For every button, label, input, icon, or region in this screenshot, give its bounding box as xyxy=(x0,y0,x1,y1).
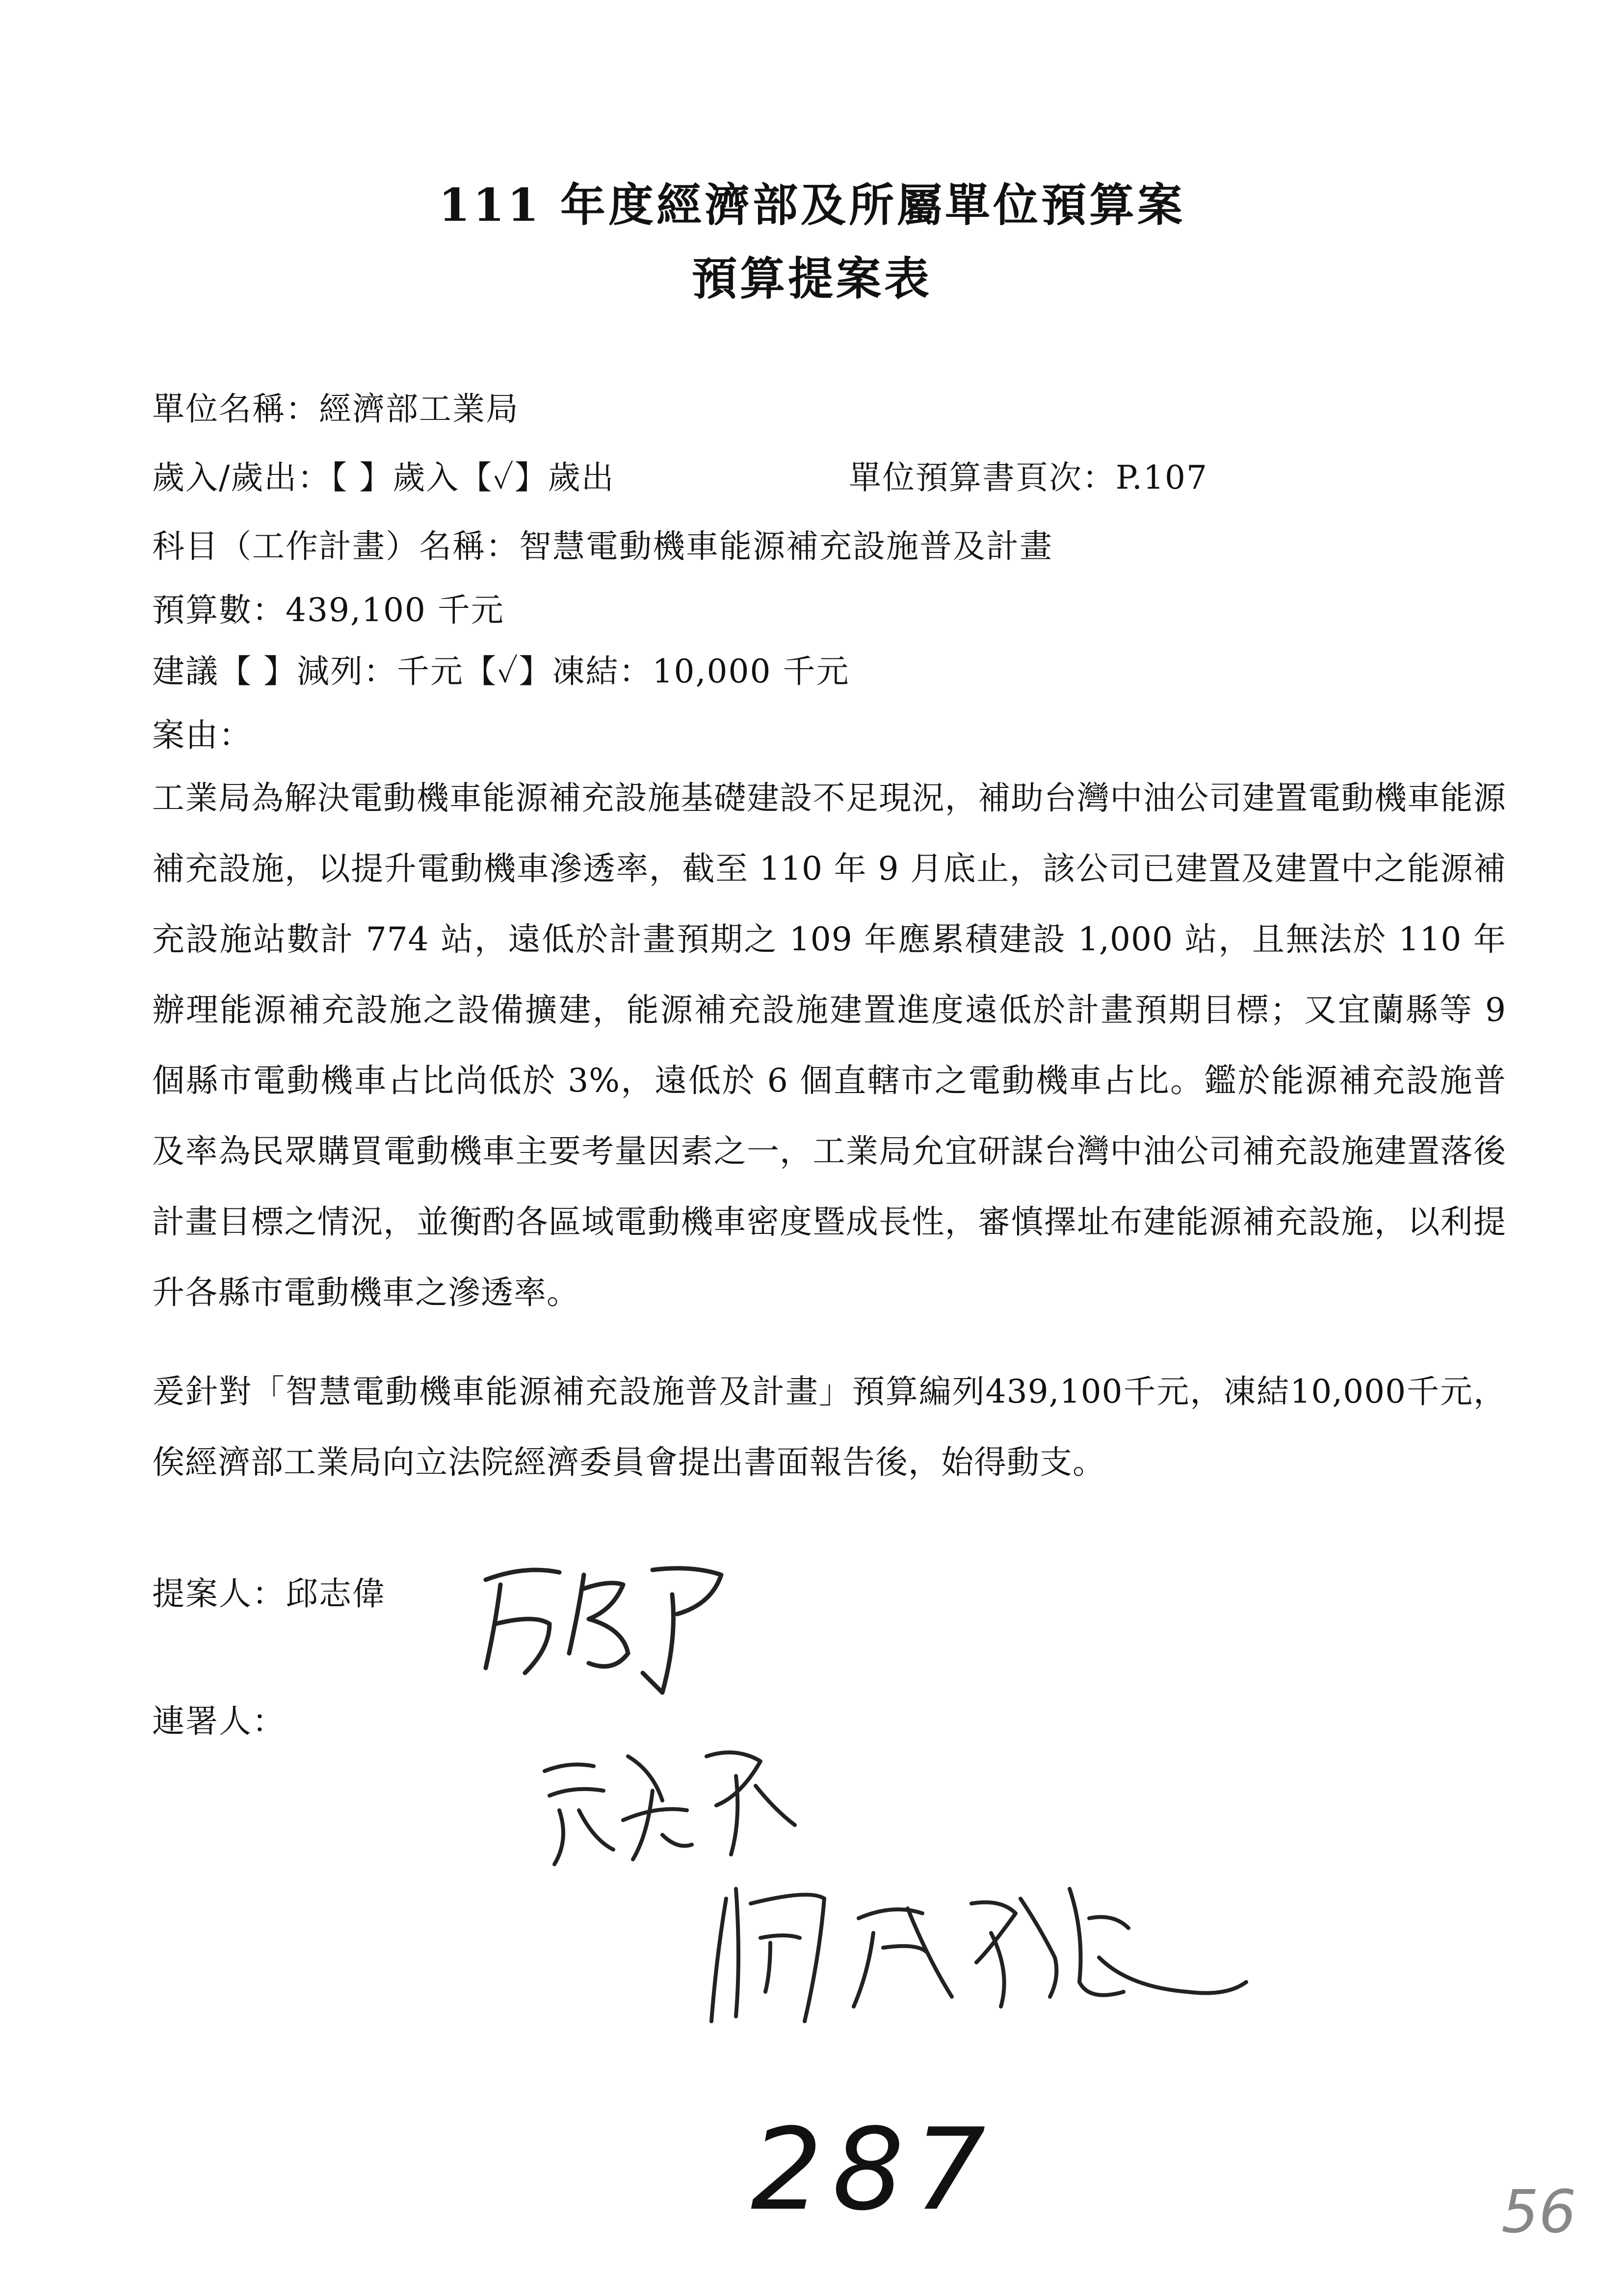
corner-number: 56 xyxy=(1501,2178,1576,2246)
document-title: 111 年度經濟部及所屬單位預算案 xyxy=(438,179,1186,232)
reason-paragraph: 工業局為解決電動機車能源補充設施基礎建設不足現況，補助台灣中油公司建置電動機車能源補充設施，以提升電動機車滲透率，截至 110 年 9 月底止，該公司已建置及建置中之能源補充設施站數計 774 站，遠低於計畫預期之 109 年應累積建設 1,000 站，且無法於 110 年辦理能源補充設施之設備擴建，能源補充設施建置進度遠低於計畫預期目標；又宜蘭縣等 9 個縣市電動機車占比尚低於 3%，遠低於 6 個直轄市之電動機車占比。鑑於能源補充設施普及率為民眾購買電動機車主要考量因素之一，工業局允宜研謀台灣中油公司補充設施建置落後計畫目標之情況，並衡酌各區域電動機車密度暨成長性，審慎擇址布建能源補充設施，以利提升各縣市電動機車之滲透率。 xyxy=(152,779,1506,1311)
document-subtitle: 預算提案表 xyxy=(691,252,932,305)
unit-name-field: 單位名稱：經濟部工業局 xyxy=(152,390,519,428)
cosigner-label: 連署人： xyxy=(152,1702,286,1740)
subject-field: 科目（工作計畫）名稱：智慧電動機車能源補充設施普及計畫 xyxy=(152,527,1053,565)
page-number: 287 xyxy=(751,2105,995,2236)
proposer-label: 提案人：邱志偉 xyxy=(152,1575,386,1613)
resolution-paragraph: 爰針對「智慧電動機車能源補充設施普及計畫」預算編列439,100千元，凍結10,000千元，俟經濟部工業局向立法院經濟委員會提出書面報告後，始得動支。 xyxy=(152,1373,1506,1481)
signature-1 xyxy=(466,1550,741,1707)
reason-label: 案由： xyxy=(152,716,252,754)
signature-3 xyxy=(697,1859,1256,2036)
budget-page-field: 單位預算書頁次：P.107 xyxy=(849,459,1208,496)
revenue-expense-field: 歲入/歲出：【 】歲入【✓】歲出 xyxy=(152,459,615,496)
proposal-field: 建議【 】減列：千元【✓】凍結：10,000 千元 xyxy=(152,652,850,690)
budget-amount-field: 預算數：439,100 千元 xyxy=(152,591,504,629)
signature-2 xyxy=(530,1727,805,1874)
